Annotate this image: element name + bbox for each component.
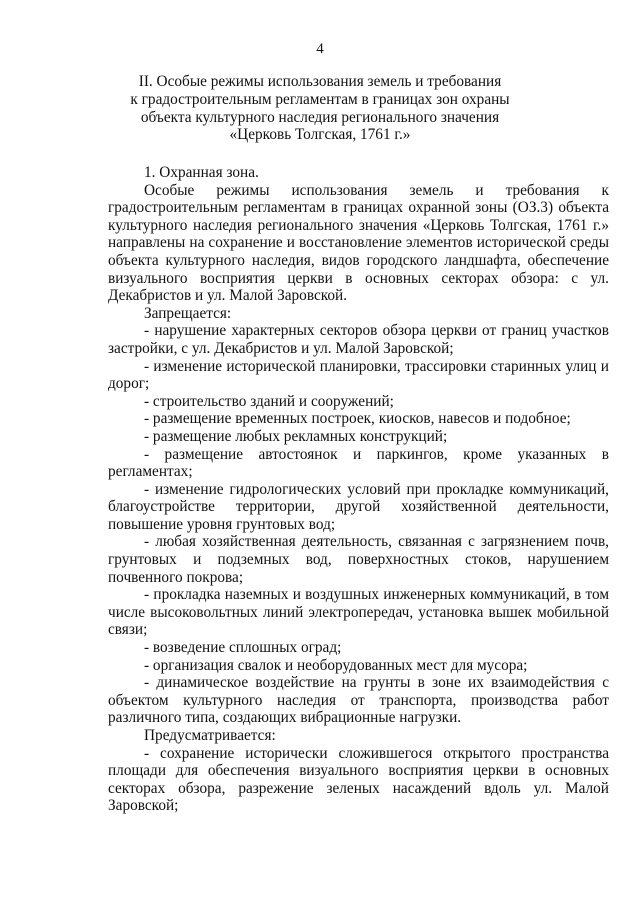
list-item: - прокладка наземных и воздушных инженерных коммуникаций, в том числе высоковольтных линий электропередач, установка вышек мобильной связи; xyxy=(108,586,609,639)
list-item: - размещение автостоянок и паркингов, кроме указанных в регламентах; xyxy=(108,445,609,481)
provided-title: Предусматривается: xyxy=(144,727,276,744)
page-number: 4 xyxy=(316,41,324,57)
list-item: - изменение гидрологических условий при прокладке коммуникаций, благоустройстве территории, другой хозяйственной деятельности, повышение уровня грунтовых вод; xyxy=(108,480,609,533)
heading-line-2: к градостроительным регламентам в границах зон охраны xyxy=(130,90,510,108)
list-item: - размещение временных построек, киосков, навесов и подобное; xyxy=(144,410,571,428)
list-item: - любая хозяйственная деятельность, связанная с загрязнением почв, грунтовых и подземных вод, поверхностных стоков, нарушением почвенного покрова; xyxy=(108,533,609,586)
heading-line-3: объекта культурного наследия регионального значения xyxy=(140,108,500,126)
list-item: - нарушение характерных секторов обзора церкви от границ участков застройки, с ул. Декабристов и ул. Малой Заровской; xyxy=(108,322,609,357)
list-item: - возведение сплошных оград; xyxy=(144,639,342,657)
subsection-title: 1. Охранная зона. xyxy=(144,164,259,181)
list-item: - изменение исторической планировки, трассировки старинных улиц и дорог; xyxy=(108,357,609,393)
list-item: - строительство зданий и сооружений; xyxy=(144,392,394,410)
intro-paragraph: Особые режимы использования земель и требования к градостроительным регламентам в границах охранной зоны (ОЗ.3) объекта культурного наследия регионального значения «Церковь Толгская, 1761 г.» направлены на сохранение и восстановление элементов исторической среды объекта культурного наследия, видов городского ландшафта, обеспечение визуального восприятия церкви в основных секторах обзора: с ул. Декабристов и ул. Малой Заровской. xyxy=(108,181,609,305)
list-item: - динамическое воздействие на грунты в зоне их взаимодействия с объектом культурного наследия от транспорта, производства работ различного типа, создающих вибрационные нагрузки. xyxy=(108,674,609,727)
list-item: - организация свалок и необорудованных мест для мусора; xyxy=(144,656,528,674)
section-heading xyxy=(108,73,532,144)
heading-line-1: II. Особые режимы использования земель и требования xyxy=(138,73,502,90)
heading-line-4: «Церковь Толгская, 1761 г.» xyxy=(229,126,411,144)
prohibited-title: Запрещается: xyxy=(144,304,232,322)
document-body xyxy=(108,164,609,815)
list-item: - размещение любых рекламных конструкций; xyxy=(144,427,448,445)
list-item: - сохранение исторически сложившегося открытого пространства площади для обеспечения визуального восприятия церкви в основных секторах обзора, разрежение зеленых насаждений вдоль ул. Малой Заровской; xyxy=(108,744,609,815)
